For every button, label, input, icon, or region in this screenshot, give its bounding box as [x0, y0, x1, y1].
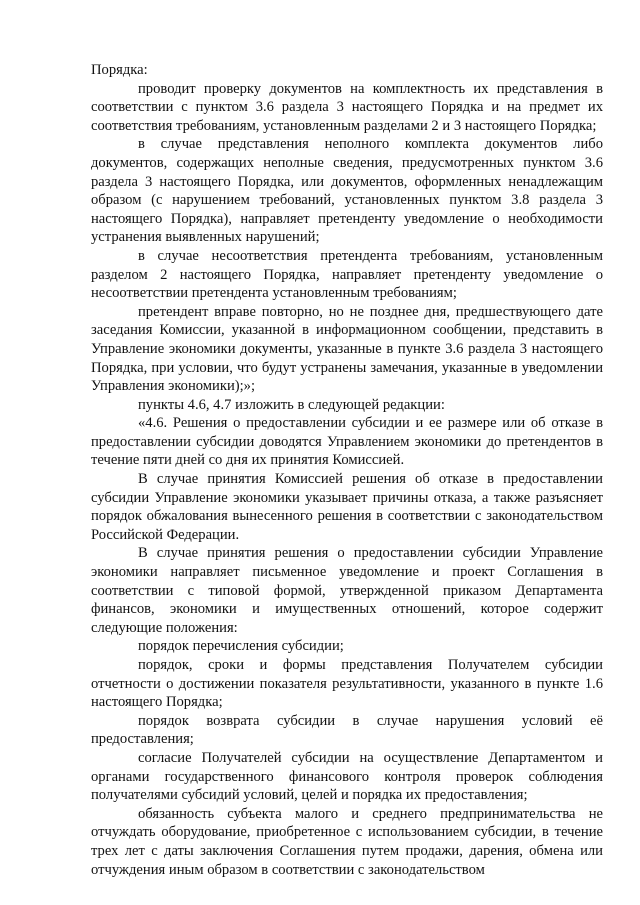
paragraph-10: порядок перечисления субсидии;	[138, 638, 344, 655]
paragraph-3: в случае представления неполного комплекта документов либо документов, содержащих неполные сведения, предусмотренных пунктом 3.6 раздела 3 настоящего Порядка, или документов, оформленных ненадлежащим образом (с нарушением требований, установленных пунктом 3.8 раздела 3 настоящего Порядка), направляет претенденту уведомление о необходимости устранения выявленных нарушений;	[91, 136, 603, 246]
paragraph-12: порядок возврата субсидии в случае нарушения условий её предоставления;	[91, 712, 603, 748]
paragraph-13: согласие Получателей субсидии на осуществление Департаментом и органами государственного финансового контроля проверок соблюдения получателями субсидий условий, целей и порядка их предоставления;	[91, 749, 603, 804]
paragraph-11: порядок, сроки и формы представления Получателем субсидии отчетности о достижении показателя результативности, указанного в пункте 1.6 настоящего Порядка;	[91, 657, 603, 711]
paragraph-6: пункты 4.6, 4.7 изложить в следующей редакции:	[138, 396, 445, 413]
document-page	[91, 61, 603, 879]
paragraph-7: «4.6. Решения о предоставлении субсидии и ее размере или об отказе в предоставлении субсидии доводятся Управлением экономики до претендентов в течение пяти дней со дня их принятия Комиссией.	[91, 415, 603, 469]
paragraph-14: обязанность субъекта малого и среднего предпринимательства не отчуждать оборудование, приобретенное с использованием субсидии, в течение трех лет с даты заключения Соглашения путем продажи, дарения, обмена или отчуждения иным образом в соответствии с законодательством	[91, 805, 603, 878]
paragraph-2: проводит проверку документов на комплектность их представления в соответствии с пунктом 3.6 раздела 3 настоящего Порядка и на предмет их соответствия требованиям, установленным разделами 2 и 3 настоящего Порядка;	[91, 80, 603, 134]
paragraph-8: В случае принятия Комиссией решения об отказе в предоставлении субсидии Управление экономики указывает причины отказа, а также разъясняет порядок обжалования вынесенного решения в соответствии с законодательством Российской Федерации.	[91, 471, 603, 543]
paragraph-9: В случае принятия решения о предоставлении субсидии Управление экономики направляет письменное уведомление и проект Соглашения в соответствии с типовой формой, утвержденной приказом Департамента финансов, экономики и имущественных отношений, которое содержит следующие положения:	[91, 545, 603, 636]
paragraph-4: в случае несоответствия претендента требованиям, установленным разделом 2 настоящего Порядка, направляет претенденту уведомление о несоответствии претендента установленным требованиям;	[91, 247, 603, 302]
paragraph-1: Порядка:	[91, 62, 148, 78]
paragraph-5: претендент вправе повторно, но не позднее дня, предшествующего дате заседания Комиссии, указанной в информационном сообщении, представить в Управление экономики документы, указанные в пункте 3.6 раздела 3 настоящего Порядка, при условии, что будут устранены замечания, указанные в уведомлении Управления экономики);»;	[91, 303, 603, 395]
